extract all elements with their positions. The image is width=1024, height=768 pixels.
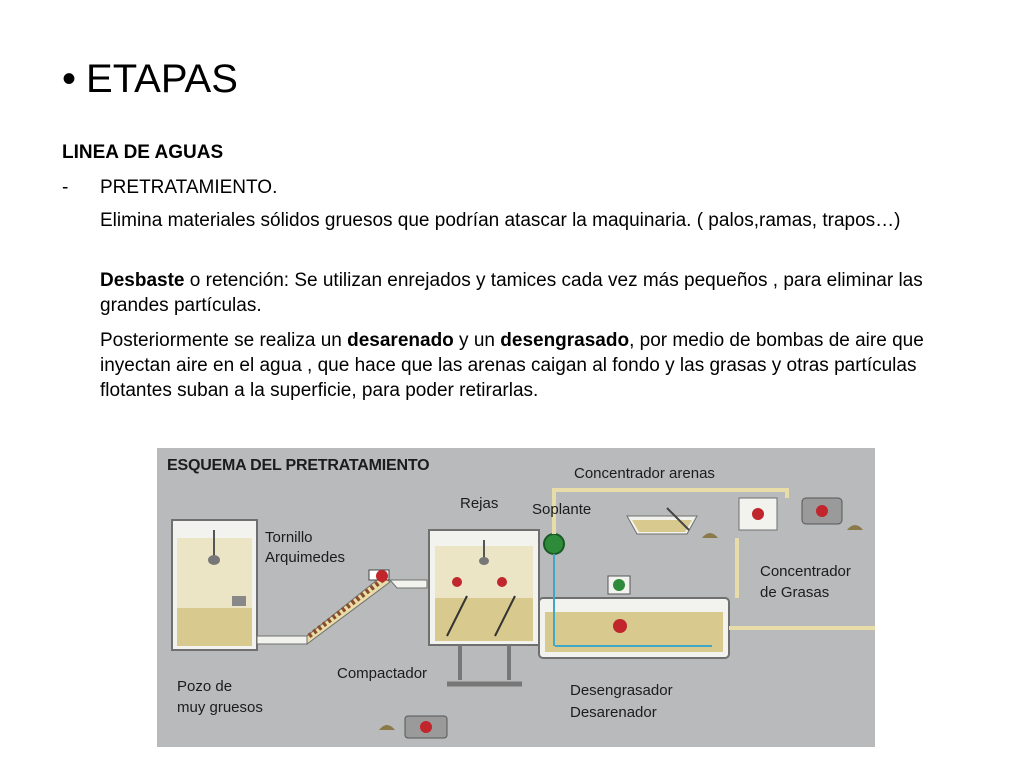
screw-conveyor	[257, 570, 427, 644]
diagram-title: ESQUEMA DEL PRETRATAMIENTO	[167, 457, 430, 474]
label-concentrador-arenas: Concentrador arenas	[574, 465, 715, 482]
label-muy-gruesos: muy gruesos	[177, 699, 263, 716]
term-desbaste: Desbaste	[100, 270, 185, 291]
term-desengrasado: desengrasado	[500, 330, 630, 351]
label-compactador: Compactador	[337, 665, 428, 682]
label-arquimedes: Arquimedes	[265, 549, 346, 566]
label-rejas: Rejas	[460, 495, 499, 512]
label-desengrasador: Desengrasador	[570, 682, 673, 699]
title-bullet: •	[62, 57, 77, 101]
rejas-tank	[429, 530, 539, 684]
paragraph-desbaste	[100, 268, 970, 318]
p3-part-c: y un	[453, 330, 501, 351]
p3-part-e: , por medio de bombas de aire que inyectan aire en el agua , que hace que las arenas caigan al fondo y las grasas y otras partículas flotantes suban a la superficie, para poder retirarlas.	[100, 330, 924, 401]
desengrasador-tank	[539, 576, 729, 658]
label-tornillo: Tornillo	[265, 529, 313, 546]
label-concentrador: Concentrador	[760, 563, 851, 580]
label-pozo-de: Pozo de	[177, 678, 233, 695]
paragraph-elimina: Elimina materiales sólidos gruesos que podrían atascar la maquinaria. ( palos,ramas, trapos…)	[100, 210, 901, 231]
slide-title	[62, 55, 238, 103]
pretreatment-diagram	[157, 448, 875, 747]
title-text: ETAPAS	[86, 57, 238, 101]
paragraph-posteriormente	[100, 328, 970, 403]
pozo-tank	[172, 520, 257, 650]
p3-part-a: Posteriormente se realiza un	[100, 330, 348, 351]
paragraph-desbaste-text: o retención: Se utilizan enrejados y tamices cada vez más pequeños , para eliminar las grandes partículas.	[100, 270, 923, 316]
term-desarenado: desarenado	[347, 330, 454, 351]
section-heading: LINEA DE AGUAS	[62, 142, 224, 163]
label-soplante: Soplante	[532, 501, 592, 518]
list-item-label: PRETRATAMIENTO.	[100, 177, 278, 198]
label-de-grasas: de Grasas	[760, 584, 830, 601]
concentrador-arenas-unit	[627, 508, 718, 538]
concentrador-grasas-unit	[739, 498, 863, 530]
compactador-unit	[379, 716, 447, 738]
label-desarenador: Desarenador	[570, 704, 657, 721]
list-dash: -	[62, 177, 69, 198]
